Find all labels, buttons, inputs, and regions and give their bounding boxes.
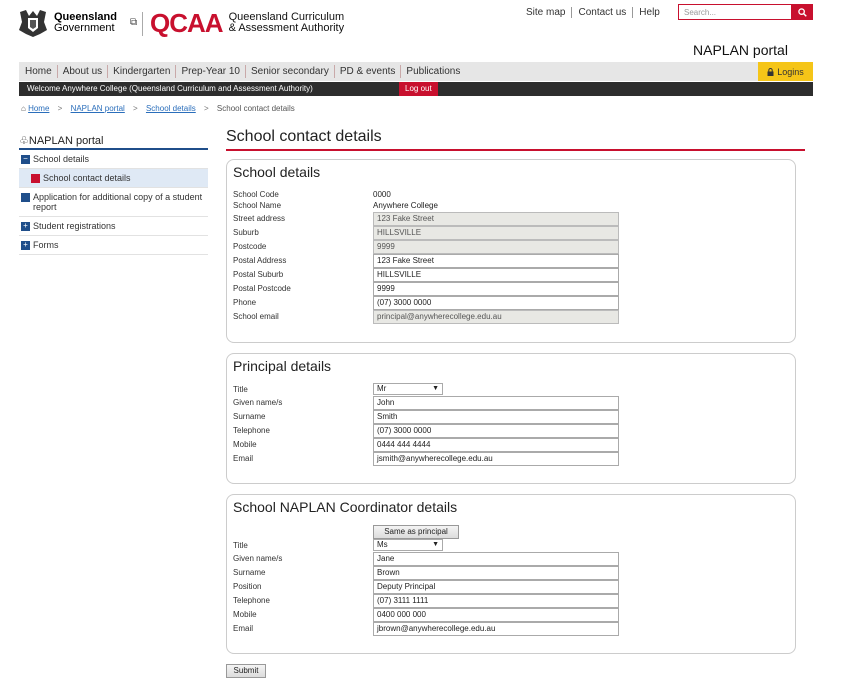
field-label: Suburb xyxy=(233,228,259,237)
contact-us-link[interactable]: Contact us xyxy=(572,7,633,18)
phone-field[interactable]: (07) 3000 0000 xyxy=(373,296,619,310)
queensland-government-logo[interactable] xyxy=(16,8,117,38)
sidebar-item-label: Application for additional copy of a student report xyxy=(33,192,203,212)
postcode-row xyxy=(233,241,793,253)
coat-of-arms-icon xyxy=(16,8,50,38)
postal-suburb-row xyxy=(233,269,793,281)
breadcrumb-current: School contact details xyxy=(216,104,295,113)
nav-pd-events[interactable]: PD & events xyxy=(335,65,402,78)
title-rule xyxy=(226,149,805,151)
principal-title-row xyxy=(233,384,793,396)
select-value: Mr xyxy=(377,384,387,393)
breadcrumb-school-details[interactable]: School details xyxy=(145,104,196,113)
coordinator-title-select[interactable] xyxy=(373,539,443,551)
breadcrumb: ⌂ Home > NAPLAN portal > School details > School contact details xyxy=(21,104,295,113)
field-label: Title xyxy=(233,541,248,550)
field-label: School email xyxy=(233,312,279,321)
principal-details-section xyxy=(226,353,796,484)
principal-surname-row xyxy=(233,411,793,423)
coordinator-given-name-field[interactable]: Jane xyxy=(373,552,619,566)
main-nav xyxy=(19,62,813,81)
logins-label: Logins xyxy=(777,66,804,77)
school-details-section xyxy=(226,159,796,343)
help-link[interactable]: Help xyxy=(639,7,660,18)
gov-name-line1: Queensland xyxy=(54,11,117,23)
coordinator-email-field[interactable]: jbrown@anywherecollege.edu.au xyxy=(373,622,619,636)
postal-address-row xyxy=(233,255,793,267)
field-label: Surname xyxy=(233,568,266,577)
sidebar-title-label: NAPLAN portal xyxy=(28,135,104,147)
sidebar-item-forms[interactable] xyxy=(19,236,208,255)
principal-title-select[interactable] xyxy=(373,383,443,395)
street-address-row xyxy=(233,213,793,225)
page-icon xyxy=(21,193,30,202)
submit-button[interactable]: Submit xyxy=(226,664,266,678)
sidebar-item-label: School contact details xyxy=(43,173,131,183)
breadcrumb-home[interactable]: Home xyxy=(28,104,50,113)
breadcrumb-naplan-portal[interactable]: NAPLAN portal xyxy=(70,104,125,113)
sidebar-item-school-contact-details[interactable] xyxy=(19,169,208,188)
coordinator-telephone-row xyxy=(233,595,793,607)
page-title: School contact details xyxy=(226,128,382,145)
nav-home[interactable]: Home xyxy=(19,65,58,78)
qcaa-name-line2: & Assessment Authority xyxy=(228,22,345,34)
welcome-text: Welcome Anywhere College (Queensland Curriculum and Assessment Authority) xyxy=(27,84,313,93)
nav-publications[interactable]: Publications xyxy=(406,66,461,77)
coordinator-given-name-row xyxy=(233,553,793,565)
home-icon: ⌂ xyxy=(21,104,26,113)
collapse-icon[interactable]: − xyxy=(21,155,30,164)
coordinator-title-row xyxy=(233,540,793,552)
search-button[interactable] xyxy=(792,4,813,20)
coordinator-details-section xyxy=(226,494,796,654)
field-label: Street address xyxy=(233,214,286,223)
field-label: Title xyxy=(233,385,248,394)
postal-suburb-field[interactable]: HILLSVILLE xyxy=(373,268,619,282)
field-label: Postal Suburb xyxy=(233,270,284,279)
chevron-down-icon: ▼ xyxy=(432,541,439,548)
field-label: Given name/s xyxy=(233,398,283,407)
coordinator-email-row xyxy=(233,623,793,635)
coordinator-position-field[interactable]: Deputy Principal xyxy=(373,580,619,594)
postal-postcode-field[interactable]: 9999 xyxy=(373,282,619,296)
sidebar-item-student-registrations[interactable] xyxy=(19,217,208,236)
field-label: School Code xyxy=(233,190,279,199)
principal-mobile-row xyxy=(233,439,793,451)
nav-about-us[interactable]: About us xyxy=(58,65,108,78)
chevron-down-icon: ▼ xyxy=(432,385,439,392)
field-label: Mobile xyxy=(233,610,257,619)
postal-postcode-row xyxy=(233,283,793,295)
coordinator-telephone-field[interactable]: (07) 3111 1111 xyxy=(373,594,619,608)
street-address-field: 123 Fake Street xyxy=(373,212,619,226)
field-label: Email xyxy=(233,624,254,633)
field-label: Postal Postcode xyxy=(233,284,291,293)
principal-given-name-field[interactable]: John xyxy=(373,396,619,410)
active-page-icon xyxy=(31,174,40,183)
field-label: Mobile xyxy=(233,440,257,449)
phone-row xyxy=(233,297,793,309)
section-title: School NAPLAN Coordinator details xyxy=(233,499,458,515)
site-header xyxy=(0,0,850,60)
site-map-link[interactable]: Site map xyxy=(526,7,572,18)
school-name-row xyxy=(233,200,793,212)
field-label: Telephone xyxy=(233,596,270,605)
postcode-field: 9999 xyxy=(373,240,619,254)
expand-icon[interactable]: + xyxy=(21,222,30,231)
gov-name-line2: Government xyxy=(54,22,115,34)
external-link-icon: ⧉ xyxy=(130,17,138,28)
suburb-row xyxy=(233,227,793,239)
field-label: Telephone xyxy=(233,426,270,435)
coordinator-surname-field[interactable]: Brown xyxy=(373,566,619,580)
principal-given-name-row xyxy=(233,397,793,409)
field-label: Postcode xyxy=(233,242,267,251)
school-email-field: principal@anywherecollege.edu.au xyxy=(373,310,619,324)
field-label: Position xyxy=(233,582,262,591)
sidebar-item-additional-report[interactable] xyxy=(19,188,208,217)
logins-button[interactable] xyxy=(758,62,813,81)
sidebar-title[interactable] xyxy=(19,130,208,150)
qcaa-logo[interactable] xyxy=(150,10,344,36)
qcaa-name-line1: Queensland Curriculum xyxy=(228,11,345,23)
sidebar-item-label: School details xyxy=(33,154,90,164)
field-label: Phone xyxy=(233,298,257,307)
field-label: Email xyxy=(233,454,254,463)
expand-icon[interactable]: + xyxy=(21,241,30,250)
lock-icon xyxy=(767,68,774,76)
section-title: School details xyxy=(233,164,321,180)
utility-links xyxy=(526,7,666,18)
coordinator-position-row xyxy=(233,581,793,593)
principal-surname-field[interactable]: Smith xyxy=(373,410,619,424)
field-label: School Name xyxy=(233,201,282,210)
field-label: Postal Address xyxy=(233,256,287,265)
section-title: Principal details xyxy=(233,358,332,374)
field-label: Surname xyxy=(233,412,266,421)
sidebar-item-school-details[interactable] xyxy=(19,150,208,169)
school-email-row xyxy=(233,311,793,323)
logout-button[interactable]: Log out xyxy=(399,82,438,96)
principal-mobile-field[interactable]: 0444 444 4444 xyxy=(373,438,619,452)
principal-email-row xyxy=(233,453,793,465)
coordinator-surname-row xyxy=(233,567,793,579)
school-name-value: Anywhere College xyxy=(373,201,438,210)
postal-address-field[interactable]: 123 Fake Street xyxy=(373,254,619,268)
principal-telephone-row xyxy=(233,425,793,437)
portal-title: NAPLAN portal xyxy=(693,42,788,58)
coordinator-mobile-row xyxy=(233,609,793,621)
nav-prep-year-10[interactable]: Prep-Year 10 xyxy=(176,65,246,78)
welcome-bar xyxy=(19,82,813,96)
nav-kindergarten[interactable]: Kindergarten xyxy=(108,65,176,78)
sidebar-item-label: Student registrations xyxy=(33,221,116,231)
sidebar-item-label: Forms xyxy=(33,240,59,250)
search-icon xyxy=(798,8,807,17)
select-value: Ms xyxy=(377,540,388,549)
coordinator-mobile-field[interactable]: 0400 000 000 xyxy=(373,608,619,622)
logo-divider xyxy=(142,12,143,36)
suburb-field: HILLSVILLE xyxy=(373,226,619,240)
search-input[interactable]: Search... xyxy=(678,4,792,20)
principal-email-field[interactable]: jsmith@anywherecollege.edu.au xyxy=(373,452,619,466)
field-label: Given name/s xyxy=(233,554,283,563)
same-as-principal-button[interactable]: Same as principal xyxy=(373,525,459,539)
nav-senior-secondary[interactable]: Senior secondary xyxy=(246,65,335,78)
school-code-value: 0000 xyxy=(373,190,391,199)
principal-telephone-field[interactable]: (07) 3000 0000 xyxy=(373,424,619,438)
portal-icon: ♧ xyxy=(19,135,29,147)
sidebar xyxy=(19,130,208,255)
qcaa-mark: QCAA xyxy=(150,8,223,38)
